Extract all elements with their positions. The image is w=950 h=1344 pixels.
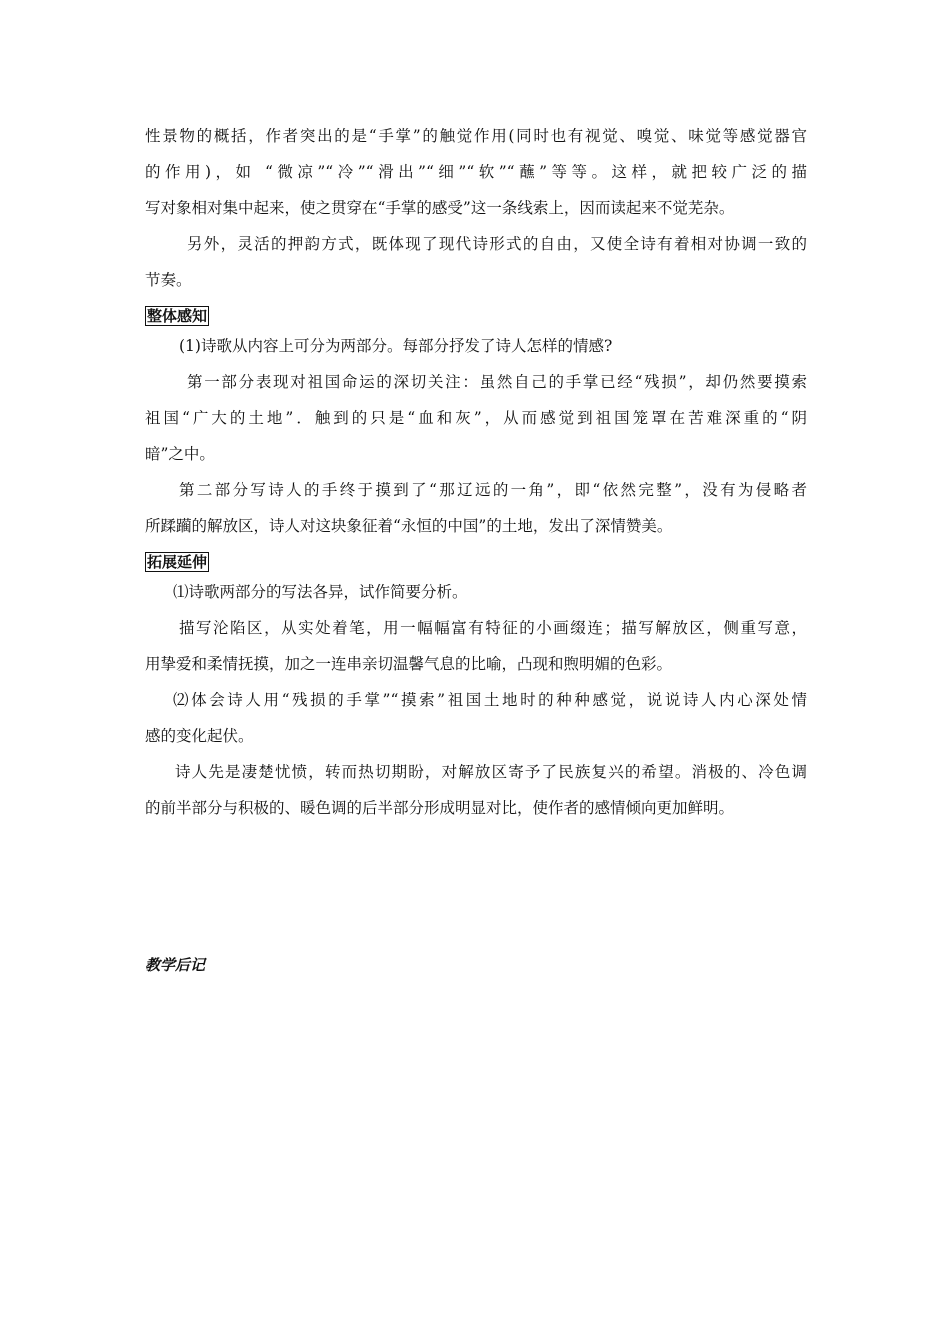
extension-answer-1-line: 描写沦陷区，从实处着笔，用一幅幅富有特征的小画缀连；描写解放区，侧重写意， (179, 619, 807, 637)
document-body (145, 118, 807, 826)
intro-line: 性景物的概括，作者突出的是“手掌”的触觉作用(同时也有视觉、嗅觉、味觉等感觉器官 (145, 127, 807, 145)
section-heading-row (145, 298, 807, 328)
answer-part1-line: 祖国“广大的土地”．触到的只是“血和灰”，从而感觉到祖国笼罩在苦难深重的“阴 (145, 409, 807, 427)
teaching-notes-heading: 教学后记 (145, 956, 206, 974)
intro-line: 的作用)，如 “微凉”“冷”“滑出”“细”“软”“蘸”等等。这样，就把较广泛的描 (145, 163, 807, 181)
extension-answer-2-line: 诗人先是凄楚忧愤，转而热切期盼，对解放区寄予了民族复兴的希望。消极的、冷色调 (175, 763, 807, 781)
answer-part1-line: 暗”之中。 (145, 445, 215, 463)
extension-question-2-line: 感的变化起伏。 (145, 727, 254, 745)
extension-answer-1-line: 用挚爱和柔情抚摸，加之一连串亲切温馨气息的比喻，凸现和煦明媚的色彩。 (145, 655, 673, 673)
answer-part2-line: 所蹂躏的解放区，诗人对这块象征着“永恒的中国”的土地，发出了深情赞美。 (145, 517, 673, 535)
question-1: (1)诗歌从内容上可分为两部分。每部分抒发了诗人怎样的情感? (179, 337, 613, 355)
rhyme-paragraph-line: 节奏。 (145, 271, 192, 289)
extension-question-2-line: ⑵体会诗人用“残损的手掌”“摸索”祖国土地时的种种感觉，说说诗人内心深处情 (173, 691, 807, 709)
answer-part1-line: 第一部分表现对祖国命运的深切关注：虽然自己的手掌已经“残损”，却仍然要摸索 (187, 373, 807, 391)
extension-question-1: ⑴诗歌两部分的写法各异，试作简要分析。 (173, 583, 468, 601)
intro-line: 写对象相对集中起来，使之贯穿在“手掌的感受”这一条线索上，因而读起来不觉芜杂。 (145, 199, 735, 217)
section-heading-overall-perception: 整体感知 (147, 307, 208, 325)
section-heading-extension: 拓展延伸 (147, 553, 208, 571)
rhyme-paragraph-line: 另外，灵活的押韵方式，既体现了现代诗形式的自由，又使全诗有着相对协调一致的 (187, 235, 807, 253)
section-heading-row (145, 544, 807, 574)
extension-answer-2-line: 的前半部分与积极的、暖色调的后半部分形成明显对比，使作者的感情倾向更加鲜明。 (145, 799, 735, 817)
answer-part2-line: 第二部分写诗人的手终于摸到了“那辽远的一角”，即“依然完整”，没有为侵略者 (179, 481, 807, 499)
